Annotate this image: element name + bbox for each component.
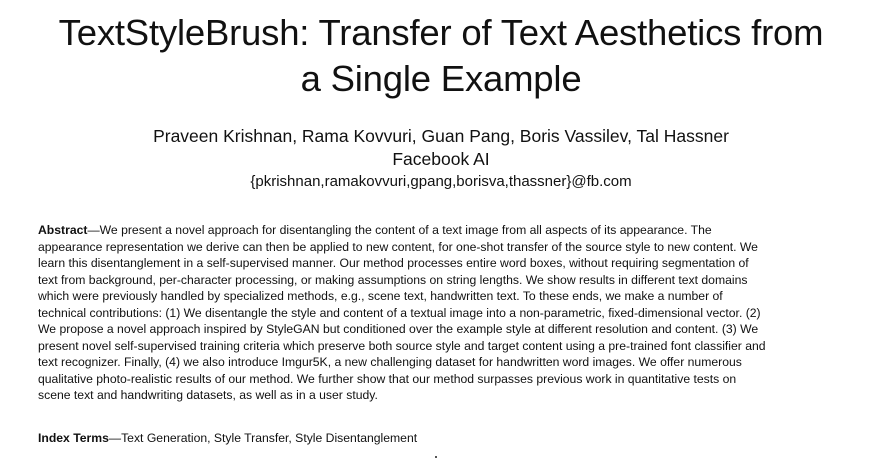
- abstract-line: [38, 222, 848, 239]
- abstract-label: Abstract: [38, 223, 88, 237]
- title-line-2: a Single Example: [300, 58, 582, 99]
- abstract-line: text recognizer. Finally, (4) we also introduce Imgur5K, a new challenging dataset for handwritten word images. We offer numerous: [38, 355, 742, 369]
- abstract: [38, 222, 848, 404]
- abstract-line: qualitative photo-realistic results of our method. We further show that our method surpasses previous work in quantitative tests on: [38, 371, 737, 386]
- author-list: Praveen Krishnan, Rama Kovvuri, Guan Pang, Boris Vassilev, Tal Hassner: [153, 126, 729, 146]
- abstract-line: appearance representation we derive can then be applied to new content, for one-shot transfer of the source style to new content. We: [38, 239, 758, 254]
- abstract-line: which were previously handled by specialized methods, e.g., scene text, handwritten text. To these ends, we make a number of: [38, 289, 723, 303]
- author-emails: {pkrishnan,ramakovvuri,gpang,borisva,thassner}@fb.com: [250, 173, 632, 190]
- abstract-text: —We present a novel approach for disentangling the content of a text image from all aspects of its appearance. The: [87, 223, 712, 237]
- index-terms-text: —Text Generation, Style Transfer, Style Disentanglement: [108, 431, 418, 445]
- abstract-line: scene text and handwriting datasets, as well as in a user study.: [38, 388, 378, 402]
- abstract-line: technical contributions: (1) We disentangle the style and content of a textual image into a non-parametric, fixed-dimensional vector. (2): [38, 305, 761, 320]
- abstract-line: text from background, per-character processing, or making assumptions on string lengths. We show results in different text domains: [38, 272, 748, 287]
- abstract-line: present novel self-supervised training criteria which preserve both source style and target content using a pre-trained font classifier and: [38, 338, 766, 353]
- index-terms-label: Index Terms: [38, 431, 109, 445]
- title-line-1: TextStyleBrush: Transfer of Text Aesthetics from: [58, 12, 824, 53]
- abstract-line: learn this disentanglement in a self-supervised manner. Our method processes entire word boxes, without requiring segmentation of: [38, 256, 749, 270]
- index-terms: [38, 430, 848, 447]
- abstract-line: We propose a novel approach inspired by StyleGAN but conditioned over the example style at different resolution and content. (3) We: [38, 322, 759, 336]
- page-artifact-mark: [435, 456, 437, 458]
- affiliation: Facebook AI: [392, 149, 490, 169]
- paper-title: [0, 10, 882, 102]
